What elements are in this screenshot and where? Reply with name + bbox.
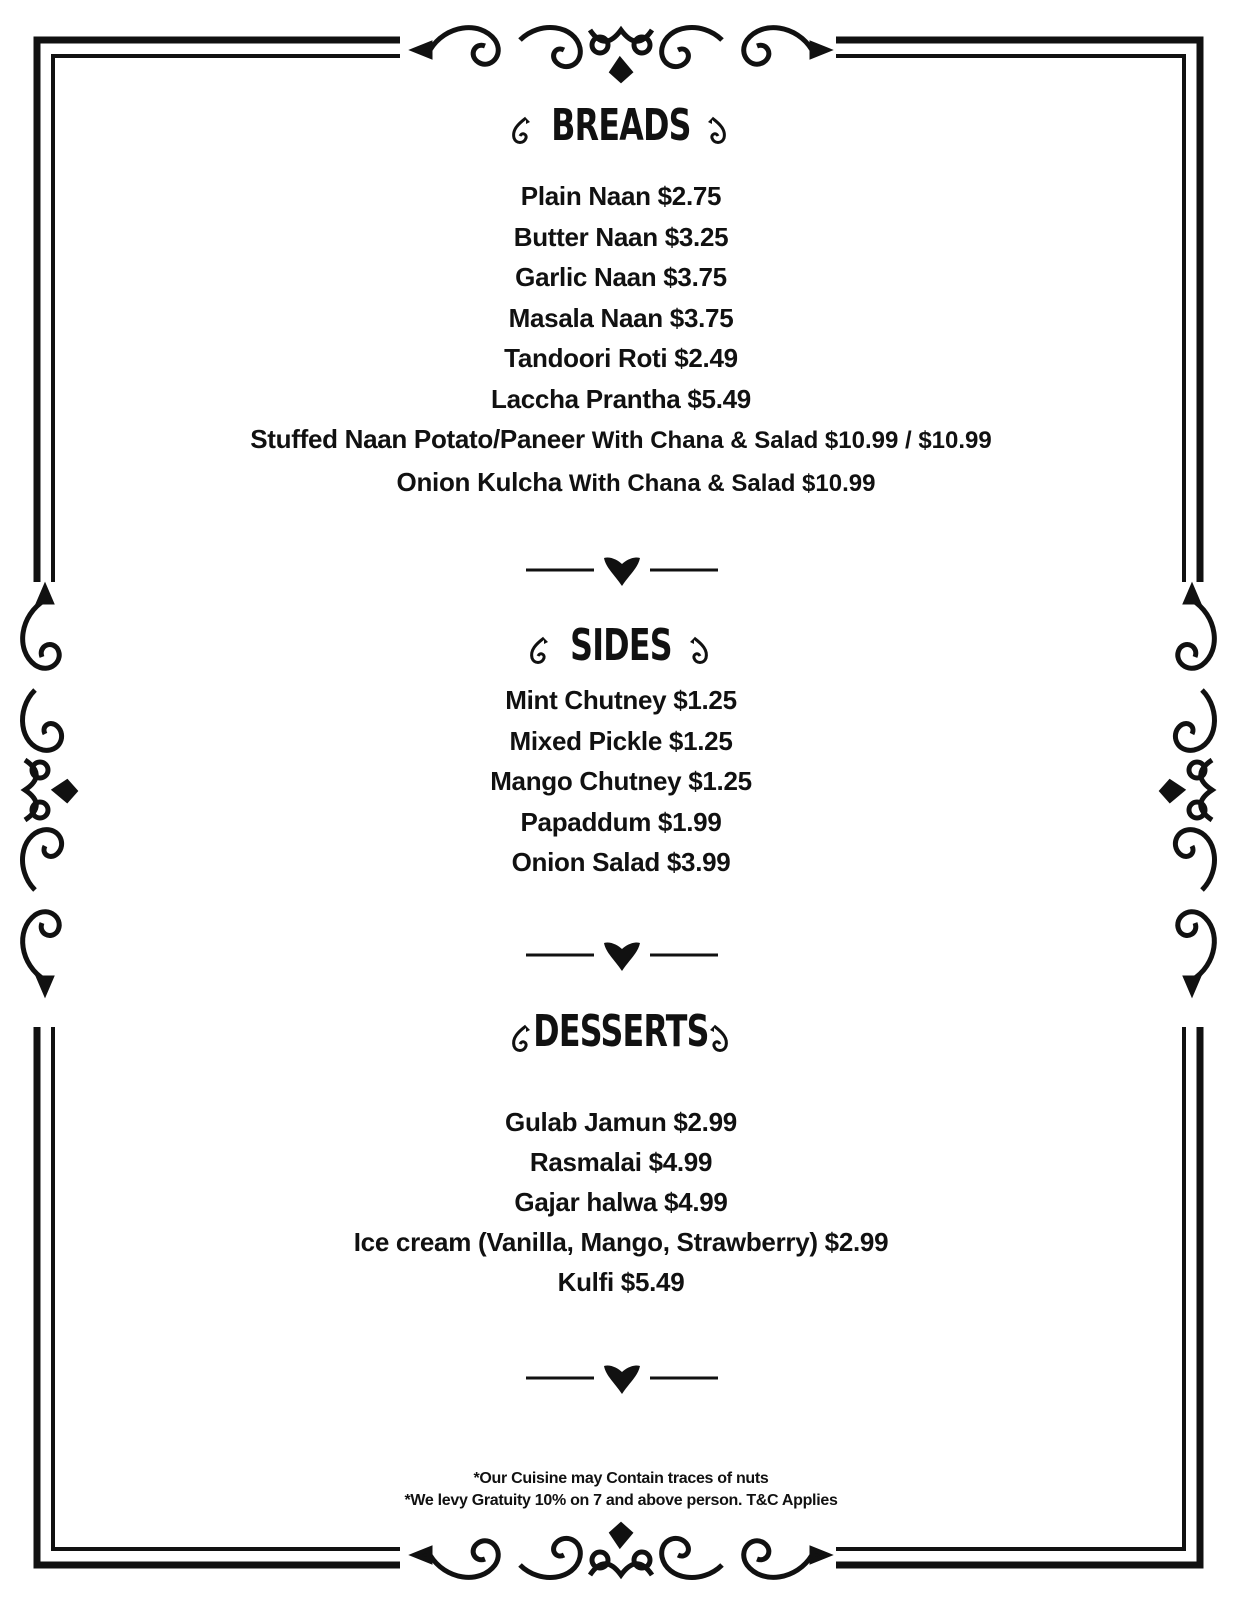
flourish-right-icon [686, 636, 712, 666]
menu-item-onion-kulcha [0, 462, 1242, 505]
desserts-title: DESSERTS [533, 1006, 709, 1057]
menu-item: Garlic Naan $3.75 [515, 262, 727, 292]
menu-item: Laccha Prantha $5.49 [491, 383, 751, 414]
menu-item: Butter Naan $3.25 [513, 221, 729, 252]
menu-item: Gajar halwa $4.99 [514, 1187, 728, 1217]
heart-divider-icon [522, 937, 722, 977]
onion-kulcha-name: Onion Kulcha [396, 466, 562, 497]
menu-item: Plain Naan $2.75 [520, 181, 722, 211]
heart-divider-icon [522, 1360, 722, 1400]
gratuity-note: *We levy Gratuity 10% on 7 and above person. T&C Applies [404, 1492, 838, 1509]
menu-item: Onion Salad $3.99 [511, 847, 731, 877]
menu-item: Mint Chutney $1.25 [505, 685, 737, 715]
menu-item: Rasmalai $4.99 [529, 1147, 713, 1177]
breads-title: BREADS [551, 100, 691, 151]
menu-item-stuffed-naan [0, 419, 1242, 462]
breads-list [0, 176, 1242, 504]
menu-item: Mixed Pickle $1.25 [509, 725, 733, 756]
flourish-right-icon [704, 116, 730, 146]
menu-item: Papaddum $1.99 [520, 806, 722, 837]
menu-item: Tandoori Roti $2.49 [504, 343, 738, 373]
menu-item: Gulab Jamun $2.99 [505, 1107, 737, 1137]
sides-list [0, 680, 1242, 883]
heart-divider-icon [522, 552, 722, 592]
sides-title: SIDES [570, 620, 672, 671]
stuffed-naan-detail: With Chana & Salad $10.99 / $10.99 [591, 427, 992, 454]
menu-item: Kulfi $5.49 [557, 1267, 685, 1297]
menu-item: Ice cream (Vanilla, Mango, Strawberry) $2.99 [353, 1227, 889, 1257]
desserts-list [0, 1102, 1242, 1302]
flourish-right-icon [706, 1024, 732, 1054]
nuts-note: *Our Cuisine may Contain traces of nuts [473, 1470, 769, 1487]
menu-item: Masala Naan $3.75 [508, 302, 734, 333]
stuffed-naan-name: Stuffed Naan Potato/Paneer [250, 424, 585, 454]
menu-item: Mango Chutney $1.25 [490, 766, 752, 796]
onion-kulcha-detail: With Chana & Salad $10.99 [568, 469, 876, 497]
footnotes [0, 1468, 1242, 1512]
